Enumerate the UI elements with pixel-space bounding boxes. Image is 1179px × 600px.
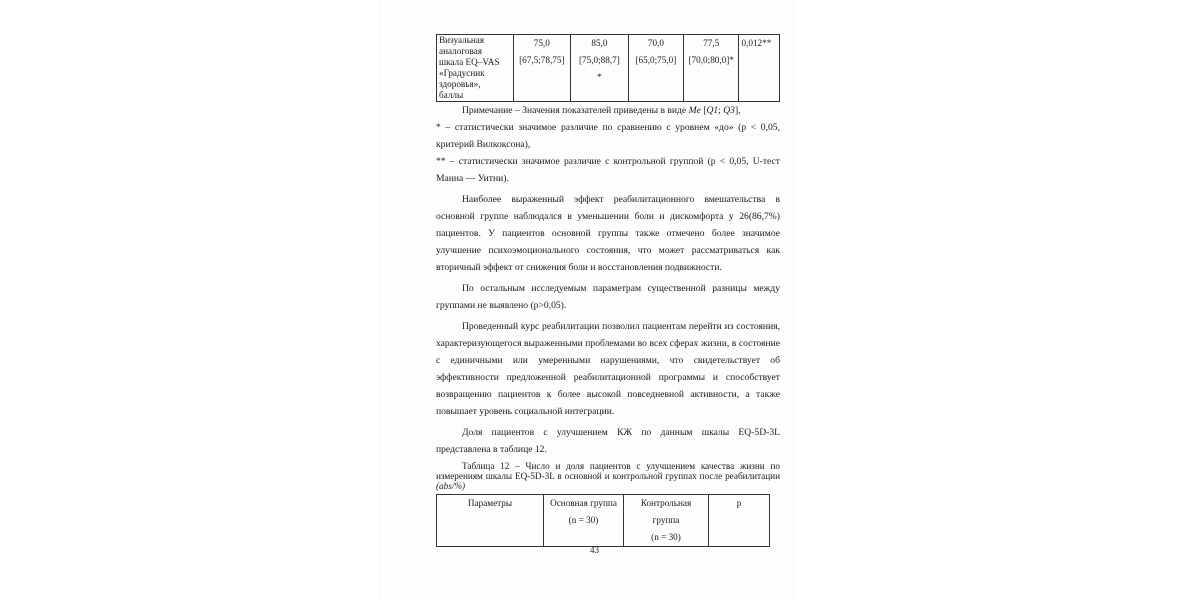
value-cell (628, 35, 683, 102)
paragraph: Проведенный курс реабилитации позволил пациентам перейти из состояния, характеризующегося выраженными проблемами во всех сферах жизни, в состояние с единичными или умеренными нарушениями, что свидетельствует об эффективности предложенной реабилитационной программы и способствует возвращению пациентов к более высокой повседневной активности, а также повышает уровень социальной интеграции. (436, 321, 780, 417)
iqr-value: [70,0;80,0]* (688, 55, 734, 65)
paragraph: Наиболее выраженный эффект реабилитационного вмешательства в основной группе наблюдался в уменьшении боли и дискомфорта у 26(86,7%) пациентов. У пациентов основной группы также отмечено более значимое улучшение психоэмоционального состояния, что может рассматриваться как вторичный эффект от снижения боли и восстановления подвижности. (436, 194, 780, 273)
median-value: 77,5 (703, 38, 720, 48)
value-cell (683, 35, 739, 102)
iqr-value: [67,5;78,75] (519, 55, 565, 65)
table-row (437, 35, 780, 102)
header-param-label: Параметры (467, 498, 513, 508)
param-label-cell (437, 35, 514, 102)
table-note (436, 102, 780, 119)
median-value: 75,0 (533, 38, 550, 48)
note-q3: Q3 (723, 105, 735, 116)
p-value-cell (739, 35, 780, 102)
header-control-group (624, 495, 709, 547)
header-main-n: (n = 30) (568, 515, 599, 525)
header-main-label: Основная группа (550, 498, 617, 508)
page-content (436, 34, 780, 547)
param-label-line: здоровья», (439, 79, 481, 89)
note-double-asterisk: ** – статистически значимое различие с контрольной группой (p < 0,05, U-тест Манна — Уитни). (436, 156, 780, 184)
param-label-line: шкала EQ–VAS (439, 57, 500, 67)
value-cell (513, 35, 570, 102)
header-param (437, 495, 544, 547)
header-p (709, 495, 770, 547)
param-label-line: баллы (439, 90, 464, 100)
param-label-line: Визуальная (439, 35, 485, 45)
table-11-continuation (436, 34, 780, 102)
note-text: ; (718, 105, 724, 116)
value-cell (570, 35, 628, 102)
note-text: ], (734, 105, 741, 116)
header-main-group (544, 495, 624, 547)
note-text: Примечание – Значения показателей приведены в виде (462, 105, 689, 116)
note-me: Me (688, 105, 701, 116)
significance-mark: * (597, 72, 602, 82)
table-12-caption (436, 461, 780, 491)
header-control-label: Контрольная (640, 498, 692, 508)
p-value: 0,012** (741, 38, 772, 48)
paragraph: По остальным исследуемым параметрам существенной разницы между группами не выявлено (p>0,05). (436, 283, 780, 311)
median-value: 70,0 (647, 38, 664, 48)
iqr-value: [65,0;75,0] (635, 55, 677, 65)
header-p-label: p (736, 498, 742, 508)
header-control-n: (n = 30) (651, 532, 681, 542)
note-q1: Q1 (706, 105, 719, 116)
iqr-value: [75,0;88,7] (578, 55, 620, 65)
table-12 (436, 494, 770, 547)
table-header-row (437, 495, 770, 547)
median-value: 85,0 (591, 38, 608, 48)
caption-unit: (abs/%) (436, 481, 466, 491)
note-single-asterisk: * – статистически значимое различие по сравнению с уровнем «до» (p < 0,05, критерий Вилкоксона), (436, 122, 780, 150)
caption-text: Таблица 12 – Число и доля пациентов с улучшением качества жизни по измерениям шкалы EQ-5D-3L в основной и контрольной группах после реабилитации (436, 461, 780, 481)
header-control-label: группа (652, 515, 680, 525)
param-label-line: аналоговая (439, 46, 482, 56)
param-label-line: «Градусник (439, 68, 485, 78)
paragraph: Доля пациентов с улучшением КЖ по данным шкалы EQ-5D-3L представлена в таблице 12. (436, 427, 780, 455)
page-number: 43 (590, 545, 599, 555)
note-text: [ (700, 105, 707, 116)
